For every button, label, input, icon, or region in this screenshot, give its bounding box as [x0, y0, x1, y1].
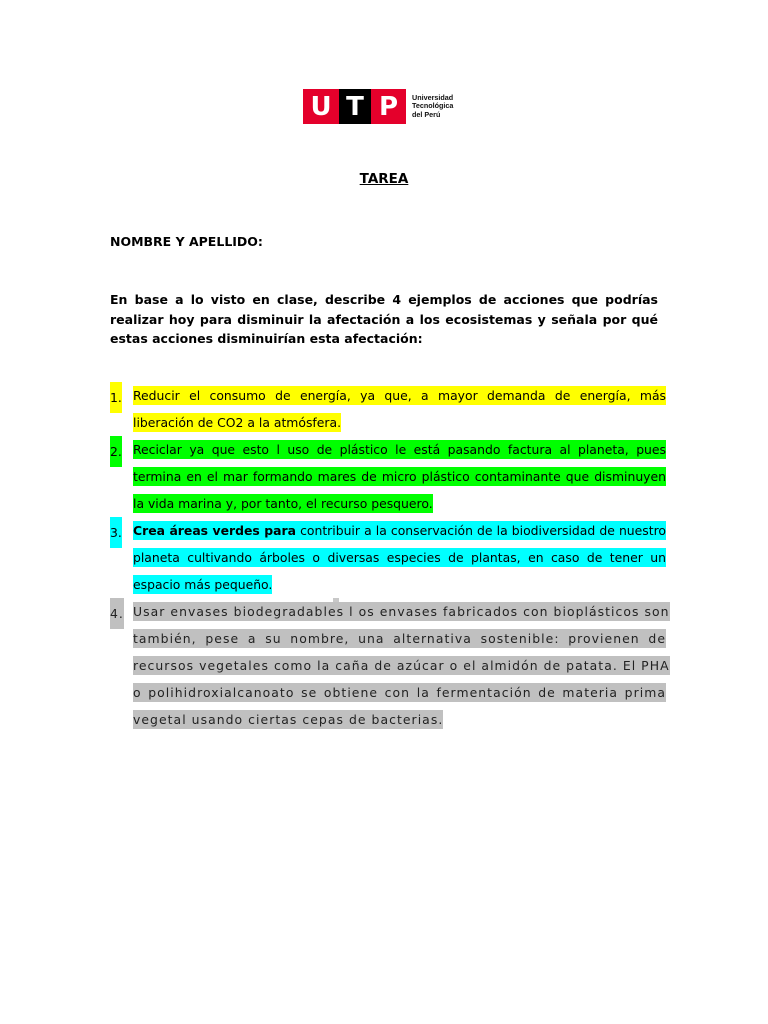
answer-list	[110, 382, 670, 733]
item-number: 4.	[110, 598, 124, 629]
list-item	[110, 598, 670, 733]
logo-letter-p: P	[371, 89, 406, 124]
item-line: liberación de CO2 a la atmósfera.	[133, 415, 342, 430]
utp-logo	[303, 89, 453, 124]
logo-letter-u: U	[303, 89, 339, 124]
item-line: vegetal usando ciertas cepas de bacterias.	[133, 712, 444, 727]
item-line: recursos vegetales como la caña de azúcar o el almidón de patata. El PHA	[133, 658, 670, 673]
list-item	[110, 436, 666, 517]
item-line: también, pese a su nombre, una alternativa sostenible: provienen de	[133, 631, 666, 646]
item-number: 1.	[110, 382, 122, 413]
utp-logo-mark	[303, 89, 406, 124]
logo-university-name	[412, 94, 453, 120]
logo-name-line: Universidad	[412, 92, 454, 102]
item-bold-lead: Crea áreas verdes para	[133, 523, 296, 538]
item-line: Usar envases biodegradables l os envases fabricados con bioplásticos son	[133, 604, 670, 619]
item-number: 3.	[110, 517, 122, 548]
item-line: espacio más pequeño.	[133, 577, 273, 592]
list-item	[110, 382, 666, 436]
logo-letter-t: T	[339, 89, 371, 124]
document-title: TAREA	[359, 171, 409, 187]
logo-name-line: Tecnológica	[412, 101, 454, 111]
item-line: la vida marina y, por tanto, el recurso pesquero.	[133, 496, 433, 511]
item-line: Reciclar ya que esto l uso de plástico le está pasando factura al planeta, pues	[133, 442, 666, 457]
list-item	[110, 517, 666, 598]
item-line: Reducir el consumo de energía, ya que, a mayor demanda de energía, más	[133, 388, 666, 403]
logo-name-line: del Perú	[412, 109, 441, 119]
item-line: Crea áreas verdes para contribuir a la conservación de la biodiversidad de nuestro	[133, 523, 666, 538]
name-label: NOMBRE Y APELLIDO:	[110, 234, 263, 249]
stray-mark	[333, 598, 339, 602]
assignment-prompt: En base a lo visto en clase, describe 4 ejemplos de acciones que podrías realizar hoy para disminuir la afectación a los ecosistemas y señala por qué estas acciones disminuirían esta afectación:	[110, 292, 658, 346]
item-number: 2.	[110, 436, 122, 467]
item-line: planeta cultivando árboles o diversas especies de plantas, en caso de tener un	[133, 550, 666, 565]
item-line: o polihidroxialcanoato se obtiene con la fermentación de materia prima	[133, 685, 666, 700]
item-line: termina en el mar formando mares de micro plástico contaminante que disminuyen	[133, 469, 666, 484]
